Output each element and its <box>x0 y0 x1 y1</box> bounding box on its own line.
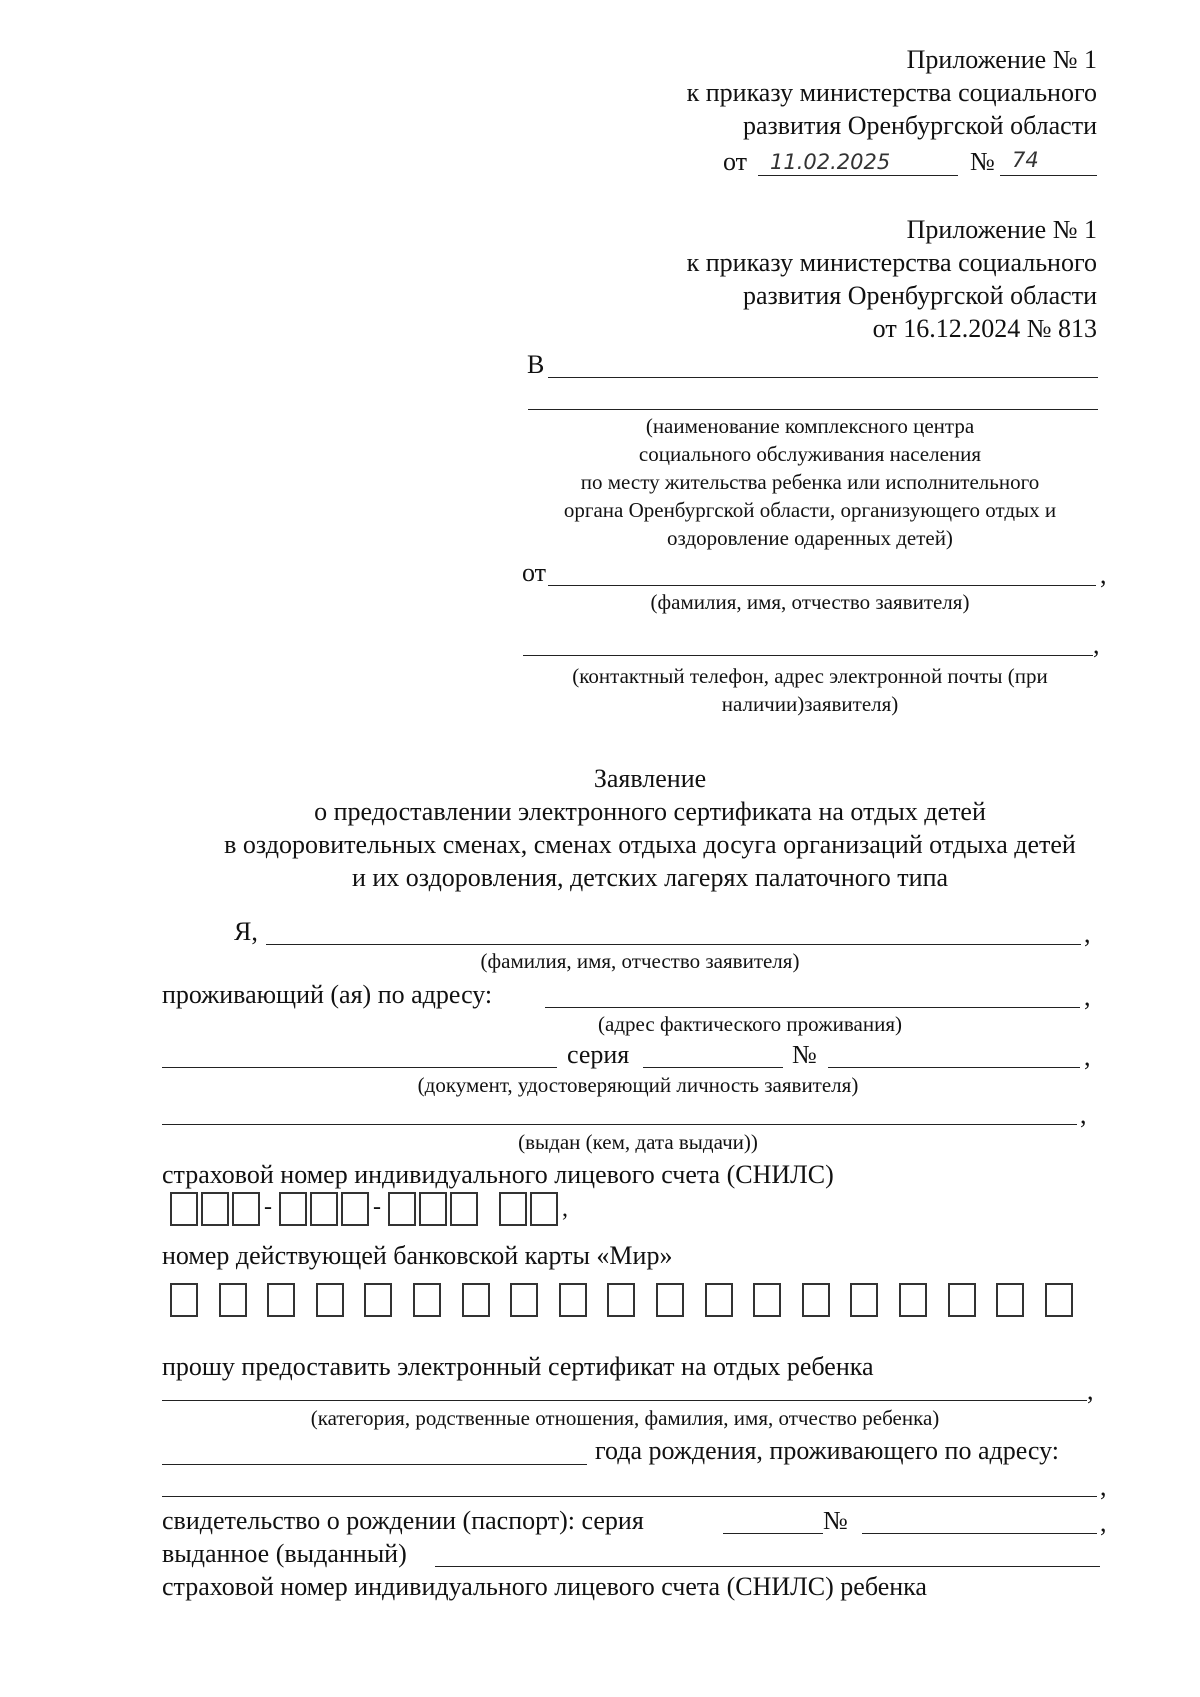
snils-digit-box[interactable] <box>499 1192 527 1226</box>
issued-by-line[interactable] <box>435 1566 1100 1567</box>
from-line[interactable] <box>548 585 1096 586</box>
cert-series-line[interactable] <box>723 1533 823 1534</box>
child-snils-label: страховой номер индивидуального лицевого счета (СНИЛС) ребенка <box>162 1572 927 1601</box>
address-line[interactable] <box>545 1007 1080 1008</box>
appendix-new-date-prefix: от <box>723 147 748 176</box>
appendix-new-title: Приложение № 1 <box>906 45 1097 74</box>
snils-digit-box[interactable] <box>341 1192 369 1226</box>
card-digit-box[interactable] <box>559 1283 587 1317</box>
ya-prefix: Я, <box>234 917 258 946</box>
snils-digit-box[interactable] <box>201 1192 229 1226</box>
doc-suffix: , <box>1084 1042 1091 1071</box>
snils-digit-box[interactable] <box>419 1192 447 1226</box>
applicant-name-line[interactable] <box>266 944 1081 945</box>
card-digit-box[interactable] <box>316 1283 344 1317</box>
card-digit-box[interactable] <box>170 1283 198 1317</box>
snils-digit-box[interactable] <box>310 1192 338 1226</box>
appendix-old-line1: к приказу министерства социального <box>686 248 1097 277</box>
addressee-to-line[interactable] <box>548 377 1098 378</box>
appendix-new-line1: к приказу министерства социального <box>686 78 1097 107</box>
child-line[interactable] <box>162 1400 1087 1401</box>
card-digit-box[interactable] <box>899 1283 927 1317</box>
document-subtitle-1: о предоставлении электронного сертификата на отдых детей <box>314 797 986 826</box>
appendix-new-line2: развития Оренбургской области <box>742 111 1097 140</box>
request-label: прошу предоставить электронный сертификат на отдых ребенка <box>162 1352 874 1381</box>
appendix-new-date-value: 11.02.2025 <box>770 150 891 174</box>
series-label: серия <box>567 1040 630 1069</box>
from-prefix: от <box>522 558 547 587</box>
addressee-caption-5: оздоровление одаренных детей) <box>667 526 953 550</box>
card-digit-box[interactable] <box>705 1283 733 1317</box>
addressee-caption-2: социального обслуживания населения <box>638 442 982 466</box>
appendix-new-number-value: 74 <box>1012 148 1039 172</box>
card-digit-box[interactable] <box>996 1283 1024 1317</box>
snils-digit-box[interactable] <box>530 1192 558 1226</box>
contact-caption-1: (контактный телефон, адрес электронной почты (при <box>572 664 1048 688</box>
card-digit-box[interactable] <box>607 1283 635 1317</box>
document-subtitle-3: и их оздоровления, детских лагерях палаточного типа <box>351 863 949 892</box>
card-digit-box[interactable] <box>656 1283 684 1317</box>
document-subtitle-2: в оздоровительных сменах, сменах отдыха досуга организаций отдыха детей <box>224 830 1076 859</box>
card-digit-box[interactable] <box>753 1283 781 1317</box>
card-digit-box[interactable] <box>510 1283 538 1317</box>
appendix-old-title: Приложение № 1 <box>906 215 1097 244</box>
issued-by-label: выданное (выданный) <box>162 1539 407 1568</box>
card-digit-box[interactable] <box>413 1283 441 1317</box>
cert-number-line[interactable] <box>862 1533 1097 1534</box>
card-digit-box[interactable] <box>462 1283 490 1317</box>
snils-dash: - <box>264 1194 272 1220</box>
snils-digit-box[interactable] <box>450 1192 478 1226</box>
address-caption: (адрес фактического проживания) <box>598 1012 902 1036</box>
snils-digit-box[interactable] <box>232 1192 260 1226</box>
snils-label: страховой номер индивидуального лицевого счета (СНИЛС) <box>162 1160 834 1189</box>
address-suffix: , <box>1084 982 1091 1011</box>
addressee-caption-3: по месту жительства ребенка или исполнительного <box>580 470 1040 494</box>
from-caption: (фамилия, имя, отчество заявителя) <box>650 590 970 614</box>
snils-suffix: , <box>562 1196 568 1222</box>
doc-type-line[interactable] <box>162 1067 557 1068</box>
ya-caption: (фамилия, имя, отчество заявителя) <box>480 949 800 973</box>
card-digit-box[interactable] <box>267 1283 295 1317</box>
issued-caption: (выдан (кем, дата выдачи)) <box>518 1130 758 1154</box>
card-digit-box[interactable] <box>219 1283 247 1317</box>
issued-line[interactable] <box>162 1124 1077 1125</box>
document-title: Заявление <box>593 764 707 793</box>
child-caption: (категория, родственные отношения, фамилия, имя, отчество ребенка) <box>310 1406 940 1430</box>
card-digit-box[interactable] <box>802 1283 830 1317</box>
appendix-new-date-line <box>758 175 958 176</box>
cert-number-label: № <box>823 1506 848 1535</box>
child-address-line[interactable] <box>162 1496 1097 1497</box>
appendix-new-number-line <box>1000 175 1097 176</box>
snils-dash: - <box>373 1194 381 1220</box>
birth-year-line[interactable] <box>162 1464 587 1465</box>
issued-suffix: , <box>1080 1100 1087 1129</box>
card-digit-box[interactable] <box>948 1283 976 1317</box>
contact-suffix: , <box>1093 630 1100 659</box>
address-label: проживающий (ая) по адресу: <box>162 980 493 1009</box>
snils-digit-box[interactable] <box>170 1192 198 1226</box>
addressee-caption-1: (наименование комплексного центра <box>645 414 975 438</box>
doc-number-line[interactable] <box>828 1067 1080 1068</box>
appendix-old-line2: развития Оренбургской области <box>742 281 1097 310</box>
snils-digit-box[interactable] <box>388 1192 416 1226</box>
doc-caption: (документ, удостоверяющий личность заявителя) <box>417 1073 859 1097</box>
doc-series-line[interactable] <box>643 1067 783 1068</box>
from-suffix: , <box>1100 560 1107 589</box>
cert-suffix: , <box>1100 1508 1107 1537</box>
card-digit-box[interactable] <box>850 1283 878 1317</box>
ya-suffix: , <box>1084 919 1091 948</box>
doc-number-label: № <box>792 1040 817 1069</box>
appendix-old-line3: от 16.12.2024 № 813 <box>872 314 1097 343</box>
card-digit-box[interactable] <box>1045 1283 1073 1317</box>
addressee-to-prefix: В <box>527 350 545 379</box>
cert-label: свидетельство о рождении (паспорт): серия <box>162 1506 644 1535</box>
addressee-to-line-2[interactable] <box>528 409 1098 410</box>
appendix-new-number-prefix: № <box>970 147 995 176</box>
snils-digit-box[interactable] <box>279 1192 307 1226</box>
request-suffix: , <box>1087 1376 1094 1405</box>
contact-line[interactable] <box>523 655 1093 656</box>
card-digit-box[interactable] <box>364 1283 392 1317</box>
card-label: номер действующей банковской карты «Мир» <box>162 1241 673 1270</box>
child-address-suffix: , <box>1100 1472 1107 1501</box>
birth-label: года рождения, проживающего по адресу: <box>595 1436 1059 1465</box>
contact-caption-2: наличии)заявителя) <box>721 692 899 716</box>
addressee-caption-4: органа Оренбургской области, организующего отдых и <box>563 498 1057 522</box>
